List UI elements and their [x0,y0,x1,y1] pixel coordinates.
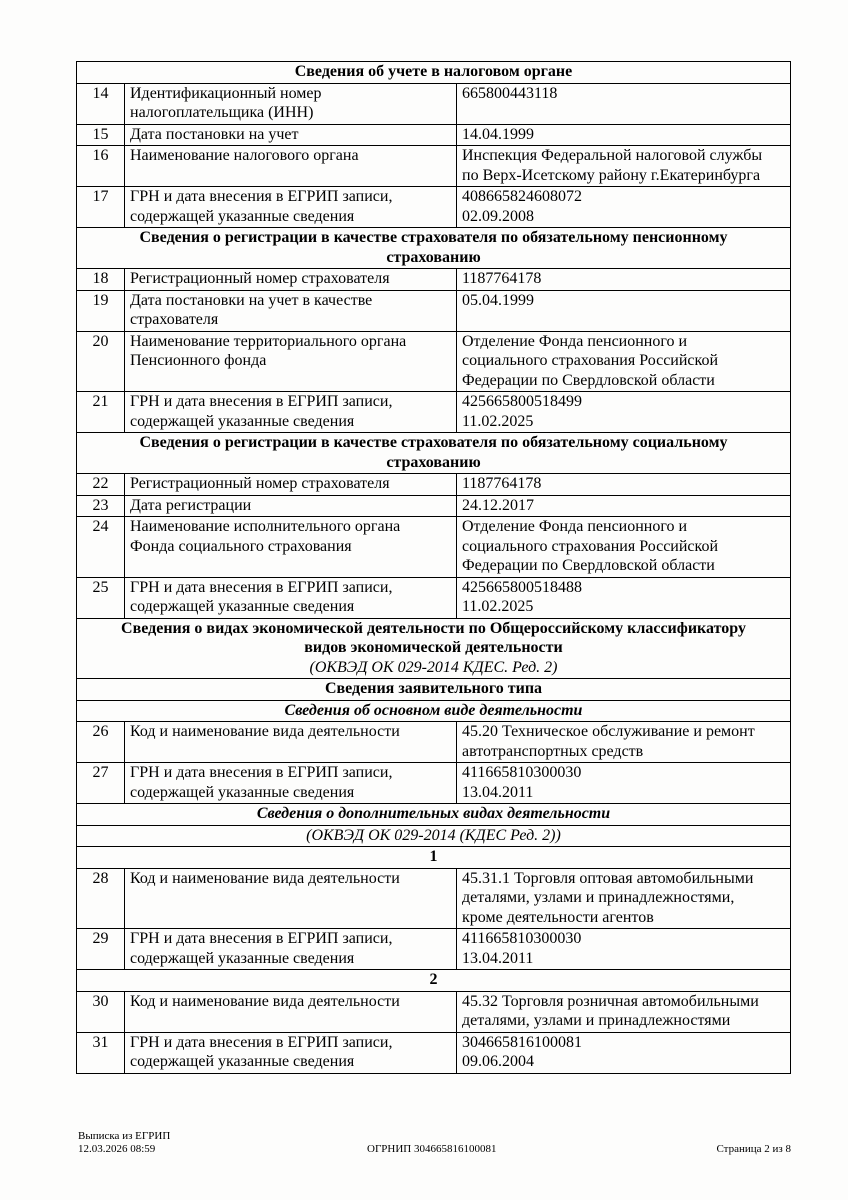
text-line: Сведения о регистрации в качестве страхователя по обязательному пенсионному [139,229,728,246]
row-value [457,722,791,763]
row-number: 17 [77,187,125,228]
row-number: 27 [77,763,125,804]
section-header-row [77,228,791,269]
section-header [77,679,791,701]
row-number: 22 [77,474,125,496]
table-row [77,991,791,1032]
row-number: 16 [77,146,125,187]
text-line: налогоплательщика (ИНН) [130,104,314,121]
text-line: 408665824608072 [462,188,582,205]
row-value [457,146,791,187]
text-line: социального страхования Российской [462,352,719,369]
row-value [457,392,791,433]
text-line: 09.06.2004 [462,1053,534,1070]
text-line: Сведения заявительного типа [324,680,543,697]
text-line: ГРН и дата внесения в ЕГРИП записи, [130,1033,393,1051]
text-line: (ОКВЭД ОК 029-2014 (КДЕС Ред. 2)) [306,826,561,844]
row-value [457,868,791,929]
text-line: 13.04.2011 [462,949,534,967]
text-line: Регистрационный номер страхователя [130,270,390,287]
text-line: 45.32 Торговля розничная автомобильными [462,992,759,1010]
row-label [125,392,457,433]
row-label [125,83,457,124]
text-line: 05.04.1999 [462,291,534,309]
text-line: Сведения об учете в налоговом органе [294,63,573,80]
row-number: 30 [77,991,125,1032]
row-number: 29 [77,929,125,970]
text-line: Федерации по Свердловской области [462,557,715,574]
row-label [125,577,457,618]
text-line: ГРН и дата внесения в ЕГРИП записи, [130,578,393,596]
row-number: 20 [77,331,125,392]
text-line: содержащей указанные сведения [130,598,355,615]
text-line: содержащей указанные сведения [130,207,355,225]
text-line: 665800443118 [462,84,558,102]
row-number: 24 [77,517,125,578]
text-line: содержащей указанные сведения [130,1053,355,1070]
text-line: Идентификационный номер [130,84,322,102]
table-row [77,124,791,146]
row-value [457,331,791,392]
text-line: 425665800518499 [462,393,582,410]
section-header [77,618,791,679]
text-line: Дата постановки на учет в качестве [130,291,373,309]
row-number: 15 [77,124,125,146]
section-header-row [77,970,791,992]
section-header [77,62,791,84]
text-line: социального страхования Российской [462,537,719,555]
text-line: деталями, узлами и принадлежностями, [462,889,735,906]
text-line: страхованию [386,248,481,266]
text-line: 1187764178 [462,270,542,287]
text-line: 45.20 Техническое обслуживание и ремонт [462,723,755,740]
table-row [77,146,791,187]
text-line: Сведения о регистрации в качестве страхователя по обязательному социальному [139,434,728,451]
table-row [77,83,791,124]
row-label [125,991,457,1032]
table-row [77,722,791,763]
row-label [125,495,457,517]
text-line: Код и наименование вида деятельности [130,723,400,740]
row-value [457,474,791,496]
row-label [125,331,457,392]
text-line: 14.04.1999 [462,125,534,143]
table-row [77,517,791,578]
row-value [457,269,791,291]
text-line: содержащей указанные сведения [130,783,355,801]
section-header-row [77,433,791,474]
text-line: 02.09.2008 [462,207,534,225]
row-value [457,1032,791,1073]
text-line: 2 [429,971,438,988]
row-label [125,868,457,929]
text-line: по Верх-Исетскому району г.Екатеринбурга [462,166,761,184]
row-label [125,763,457,804]
text-line: Сведения о видах экономической деятельности по Общероссийскому классификатору [121,619,746,637]
row-label [125,722,457,763]
row-label [125,146,457,187]
footer-doc-info [78,1130,170,1156]
text-line: Код и наименование вида деятельности [130,869,400,887]
row-label [125,929,457,970]
table-row [77,474,791,496]
row-label [125,517,457,578]
text-line: 13.04.2011 [462,783,534,801]
table-row [77,868,791,929]
text-line: 45.31.1 Торговля оптовая автомобильными [462,869,754,887]
section-header-row [77,618,791,679]
row-number: 25 [77,577,125,618]
section-header [77,825,791,847]
text-line: Дата постановки на учет [130,125,299,143]
section-header [77,970,791,992]
table-row [77,187,791,228]
row-label [125,474,457,496]
registry-table [76,61,791,1074]
row-number: 21 [77,392,125,433]
table-row [77,577,791,618]
section-header-row [77,804,791,826]
row-value [457,495,791,517]
footer-datetime: 12.03.2026 08:59 [78,1143,156,1155]
table-row [77,290,791,331]
text-line: Пенсионного фонда [130,352,267,369]
text-line: 425665800518488 [462,578,582,596]
table-row [77,331,791,392]
text-line: страхованию [386,453,481,471]
text-line: страхователя [130,311,219,328]
footer-ogrnip: ОГРНИП 304665816100081 [367,1143,497,1155]
text-line: 24.12.2017 [462,496,534,514]
text-line: Инспекция Федеральной налоговой службы [462,147,763,164]
registry-table-body [77,62,791,1074]
text-line: Код и наименование вида деятельности [130,992,400,1010]
text-line: Наименование налогового органа [130,147,359,164]
section-header [77,804,791,826]
table-row [77,495,791,517]
section-header-row [77,825,791,847]
text-line: Фонда социального страхования [130,537,352,555]
row-label [125,290,457,331]
row-value [457,929,791,970]
text-line: кроме деятельности агентов [462,908,654,926]
text-line: 411665810300030 [462,764,582,781]
row-value [457,991,791,1032]
text-line: деталями, узлами и принадлежностями [462,1012,731,1029]
footer-doc-type: Выписка из ЕГРИП [78,1130,171,1142]
text-line: 11.02.2025 [462,412,534,430]
row-label [125,1032,457,1073]
row-value [457,517,791,578]
section-header-row [77,700,791,722]
text-line: Дата регистрации [130,496,252,514]
row-number: 28 [77,868,125,929]
row-number: 19 [77,290,125,331]
text-line: 411665810300030 [462,930,582,947]
table-row [77,1032,791,1073]
text-line: содержащей указанные сведения [130,949,355,967]
text-line: ГРН и дата внесения в ЕГРИП записи, [130,393,393,410]
text-line: ГРН и дата внесения в ЕГРИП записи, [130,930,393,947]
row-value [457,187,791,228]
text-line: Сведения об основном виде деятельности [284,701,583,719]
section-header-row [77,62,791,84]
table-row [77,929,791,970]
section-header [77,700,791,722]
section-header [77,433,791,474]
row-value [457,124,791,146]
text-line: автотранспортных средств [462,742,644,760]
section-header-subtitle: (ОКВЭД ОК 029-2014 КДЕС. Ред. 2) [309,658,558,676]
text-line: ГРН и дата внесения в ЕГРИП записи, [130,188,393,205]
text-line: видов экономической деятельности [304,639,563,656]
section-header-row [77,679,791,701]
row-value [457,83,791,124]
text-line: Наименование исполнительного органа [130,518,401,535]
text-line: Регистрационный номер страхователя [130,475,390,492]
row-number: 31 [77,1032,125,1073]
row-number: 23 [77,495,125,517]
row-value [457,290,791,331]
row-number: 26 [77,722,125,763]
text-line: Сведения о дополнительных видах деятельности [256,805,611,822]
text-line: Федерации по Свердловской области [462,371,715,389]
text-line: ГРН и дата внесения в ЕГРИП записи, [130,764,393,781]
text-line: Отделение Фонда пенсионного и [462,332,688,350]
row-label [125,269,457,291]
text-line: 1187764178 [462,475,542,492]
row-number: 18 [77,269,125,291]
table-row [77,763,791,804]
footer-page-number: Страница 2 из 8 [716,1143,791,1155]
text-line: Отделение Фонда пенсионного и [462,518,688,535]
row-label [125,124,457,146]
section-header [77,228,791,269]
row-label [125,187,457,228]
text-line: 304665816100081 [462,1033,582,1051]
text-line: содержащей указанные сведения [130,412,355,430]
row-value [457,577,791,618]
text-line: Наименование территориального органа [130,332,407,350]
section-header-row [77,847,791,869]
row-value [457,763,791,804]
row-number: 14 [77,83,125,124]
table-row [77,392,791,433]
text-line: 11.02.2025 [462,598,534,615]
text-line: 1 [429,848,438,865]
table-row [77,269,791,291]
section-header [77,847,791,869]
